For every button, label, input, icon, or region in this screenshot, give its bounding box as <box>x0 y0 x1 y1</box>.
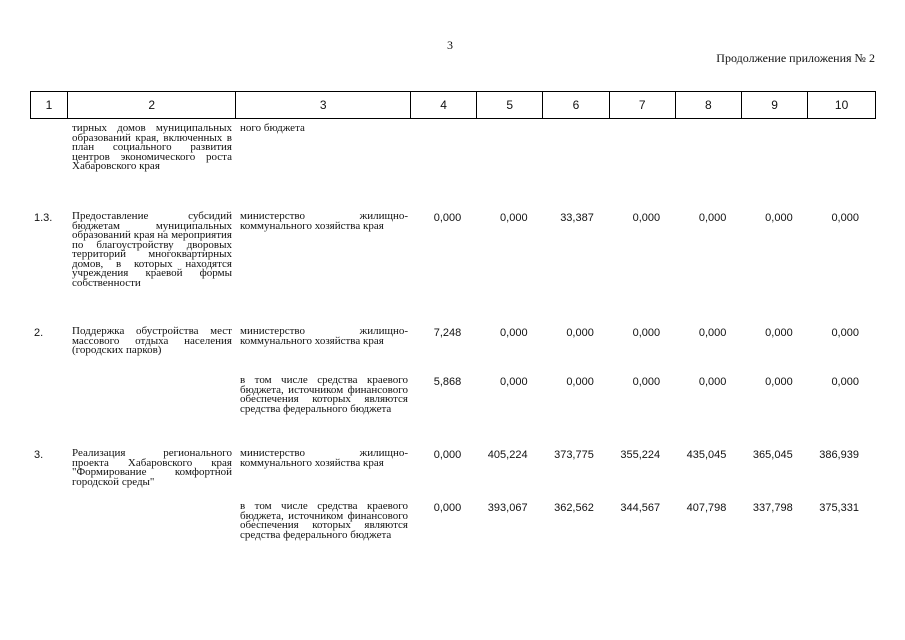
value-col-4: 0,000 <box>433 212 462 224</box>
header-col-4: 4 <box>411 92 477 118</box>
value-col-6: 373,775 <box>554 449 594 461</box>
row-values <box>412 502 876 514</box>
value-col-5: 405,224 <box>487 449 528 461</box>
value-col-10: 375,331 <box>819 502 859 514</box>
row-name: Предоставление субсидий бюджетам муниципальных образований края на мероприятия по благоустройству дворовых территорий многоквартирных домов, в которых находятся учреждения краевой формы собственности <box>72 210 232 289</box>
value-col-7: 344,567 <box>620 502 661 514</box>
value-col-5: 0,000 <box>500 212 528 224</box>
value-col-7: 0,000 <box>632 327 661 339</box>
header-col-9: 9 <box>742 92 808 118</box>
value-col-6: 362,562 <box>554 502 594 514</box>
value-col-5: 0,000 <box>500 327 528 339</box>
value-col-9: 0,000 <box>765 212 793 224</box>
row-values <box>412 376 876 388</box>
row-values <box>412 327 876 339</box>
header-col-6: 6 <box>543 92 609 118</box>
header-col-5: 5 <box>477 92 543 118</box>
value-col-9: 365,045 <box>752 449 793 461</box>
row-name: Поддержка обустройства мест массового отдыха населения (городских парков) <box>72 325 232 356</box>
row-source: министерство жилищно-коммунального хозяйства края <box>240 210 408 232</box>
value-col-8: 0,000 <box>698 376 727 388</box>
value-col-5: 0,000 <box>500 376 528 388</box>
value-col-8: 0,000 <box>698 212 727 224</box>
value-col-9: 337,798 <box>752 502 793 514</box>
row-source: в том числе средства краевого бюджета, источником финансового обеспечения которых являются средства федерального бюджета <box>240 500 408 541</box>
header-col-8: 8 <box>676 92 742 118</box>
value-col-10: 386,939 <box>819 449 859 461</box>
value-col-4: 0,000 <box>433 449 462 461</box>
header-col-7: 7 <box>610 92 676 118</box>
value-col-9: 0,000 <box>765 376 793 388</box>
row-values <box>412 449 876 461</box>
value-col-6: 0,000 <box>566 327 594 339</box>
value-col-8: 435,045 <box>686 449 727 461</box>
row-source: в том числе средства краевого бюджета, источником финансового обеспечения которых являются средства федерального бюджета <box>240 374 408 415</box>
value-col-4: 5,868 <box>433 376 462 388</box>
row-number: 2. <box>34 327 44 339</box>
value-col-6: 33,387 <box>560 212 594 224</box>
row-source: ного бюджета <box>240 122 305 134</box>
row-source: министерство жилищно-коммунального хозяйства края <box>240 447 408 469</box>
row-values <box>412 212 876 224</box>
value-col-10: 0,000 <box>831 212 859 224</box>
row-source: министерство жилищно-коммунального хозяйства края <box>240 325 408 347</box>
value-col-4: 7,248 <box>433 327 462 339</box>
header-col-2: 2 <box>68 92 237 118</box>
value-col-7: 0,000 <box>632 212 661 224</box>
row-name: тирных домов муниципальных образований края, включенных в план социального развития центров экономического роста Хабаровского края <box>72 122 232 172</box>
value-col-10: 0,000 <box>831 327 859 339</box>
continuation-title: Продолжение приложения № 2 <box>716 51 875 65</box>
header-col-10: 10 <box>834 98 849 112</box>
value-col-8: 0,000 <box>698 327 727 339</box>
value-col-7: 0,000 <box>632 376 661 388</box>
row-number: 3. <box>34 449 44 461</box>
row-name: Реализация регионального проекта Хабаровского края "Формирование комфортной городской среды" <box>72 447 232 488</box>
table-header <box>30 91 876 119</box>
page-number: 3 <box>447 38 453 52</box>
value-col-5: 393,067 <box>487 502 528 514</box>
header-col-1: 1 <box>31 92 68 118</box>
header-col-3: 3 <box>236 92 411 118</box>
value-col-8: 407,798 <box>686 502 727 514</box>
value-col-10: 0,000 <box>831 376 859 388</box>
value-col-4: 0,000 <box>433 502 462 514</box>
value-col-7: 355,224 <box>620 449 661 461</box>
value-col-9: 0,000 <box>765 327 793 339</box>
value-col-6: 0,000 <box>566 376 594 388</box>
row-number: 1.3. <box>34 212 53 224</box>
